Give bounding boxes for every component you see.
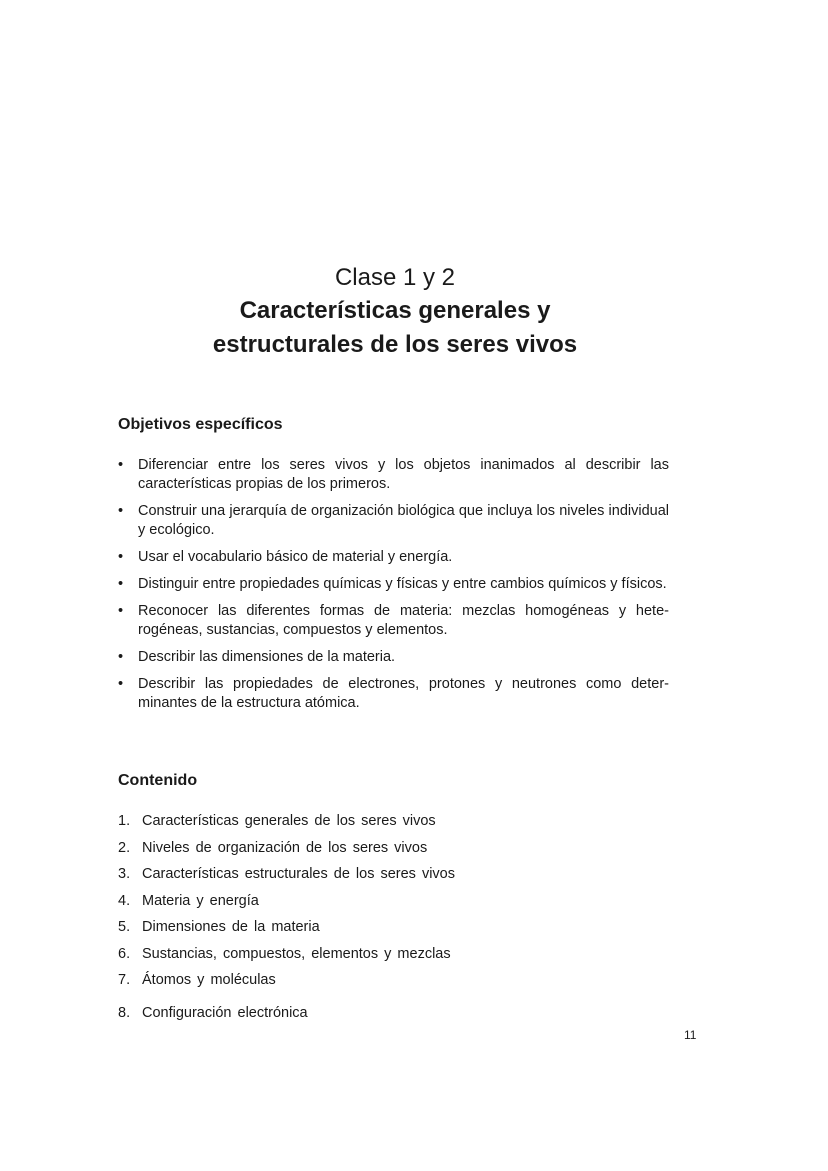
objective-item	[118, 502, 669, 540]
content-heading: Contenido	[118, 772, 198, 789]
item-number: 7.	[118, 972, 131, 988]
title-block	[0, 262, 790, 362]
objectives-list	[118, 456, 669, 721]
objective-text: Usar el vocabulario básico de material y energía.	[138, 549, 453, 565]
objective-item	[118, 456, 669, 494]
item-number: 8.	[118, 1004, 131, 1021]
bullet-icon: •	[118, 649, 124, 665]
title-line-2: estructurales de los seres vivos	[212, 331, 578, 358]
objective-text: Reconocer las diferentes formas de materia: mezclas homogéneas y heterogéneas, sustancias, compuestos y elementos.	[138, 603, 669, 638]
objective-item	[118, 548, 669, 567]
bullet-icon: •	[118, 549, 124, 565]
objectives-heading: Objetivos específicos	[118, 416, 283, 433]
content-list	[118, 812, 455, 1030]
content-item	[118, 971, 455, 998]
bullet-icon: •	[118, 576, 124, 592]
content-item	[118, 945, 455, 972]
title-line-1: Características generales y	[239, 297, 551, 324]
item-number: 5.	[118, 919, 131, 935]
content-item	[118, 892, 455, 919]
objective-item	[118, 575, 669, 594]
item-number: 4.	[118, 892, 131, 909]
objective-item	[118, 602, 669, 640]
item-text: Dimensiones de la materia	[142, 919, 320, 935]
content-item	[118, 1004, 455, 1031]
item-text: Sustancias, compuestos, elementos y mezclas	[142, 945, 451, 962]
objective-text: Describir las dimensiones de la materia.	[138, 649, 396, 665]
item-number: 6.	[118, 945, 131, 962]
item-text: Configuración electrónica	[142, 1004, 308, 1021]
item-text: Características generales de los seres vivos	[142, 813, 436, 829]
item-text: Características estructurales de los seres vivos	[142, 866, 455, 882]
item-number: 2.	[118, 839, 131, 856]
class-label: Clase 1 y 2	[334, 264, 456, 291]
bullet-icon: •	[118, 503, 124, 519]
item-text: Niveles de organización de los seres vivos	[142, 839, 428, 856]
bullet-icon: •	[118, 457, 124, 473]
objective-text: Diferenciar entre los seres vivos y los objetos inanimados al describir las características propias de los primeros.	[138, 457, 669, 492]
content-item	[118, 839, 455, 866]
item-number: 1.	[118, 813, 131, 829]
objective-text: Construir una jerarquía de organización biológica que incluya los niveles individual y ecológico.	[138, 503, 669, 538]
item-text: Átomos y moléculas	[142, 972, 276, 988]
item-text: Materia y energía	[142, 892, 259, 909]
content-item	[118, 918, 455, 945]
content-item	[118, 865, 455, 892]
objective-text: Describir las propiedades de electrones, protones y neutrones como determinantes de la estructura atómica.	[138, 676, 669, 711]
page-number: 11	[684, 1028, 697, 1042]
content-item	[118, 812, 455, 839]
item-number: 3.	[118, 866, 131, 882]
objective-item	[118, 675, 669, 713]
bullet-icon: •	[118, 603, 124, 619]
bullet-icon: •	[118, 676, 124, 692]
objective-text: Distinguir entre propiedades químicas y físicas y entre cambios químicos y físicos.	[138, 576, 667, 592]
objective-item	[118, 648, 669, 667]
